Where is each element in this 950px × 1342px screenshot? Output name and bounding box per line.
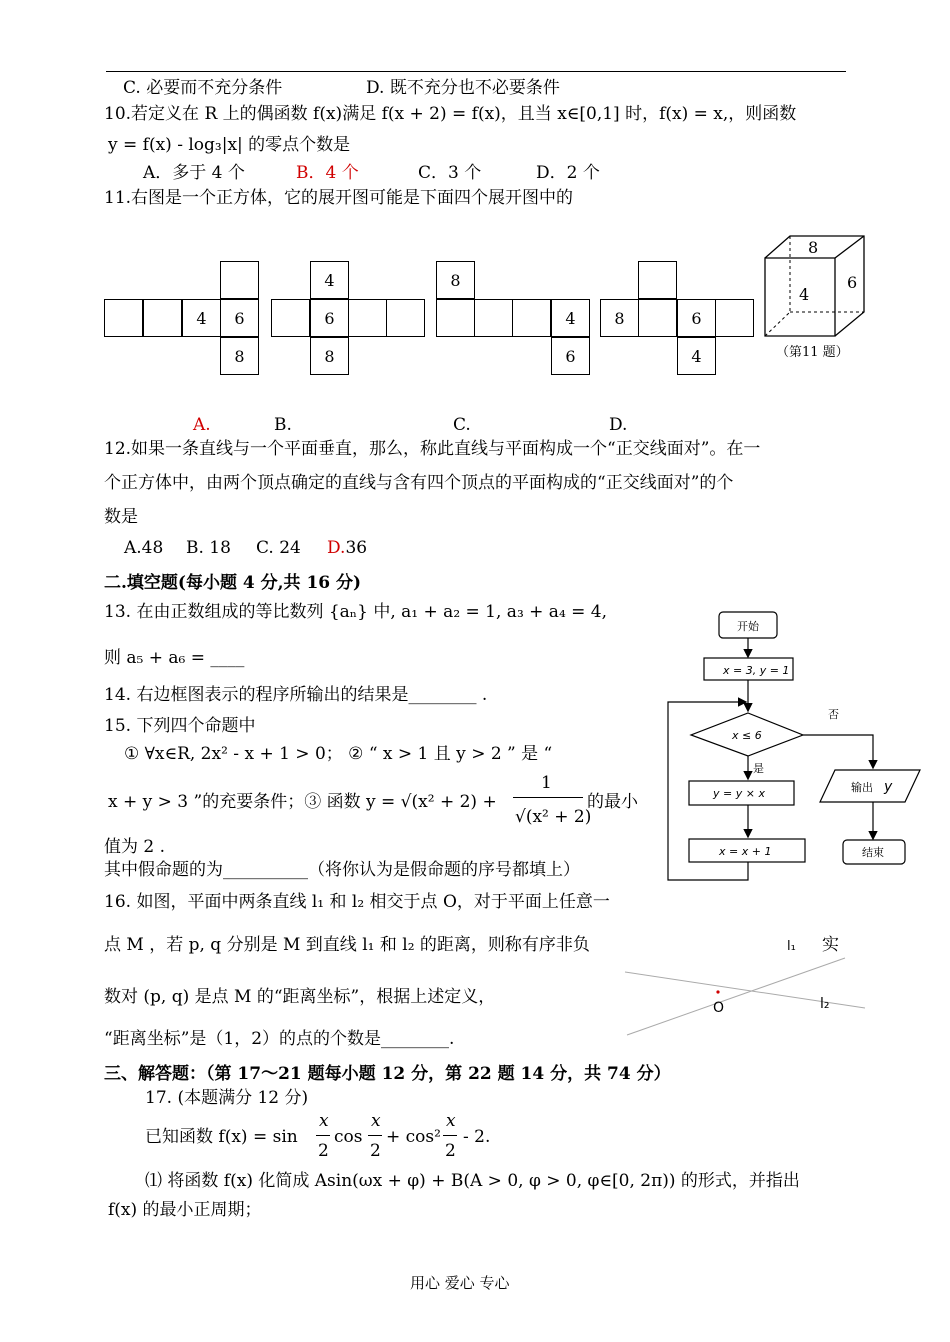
net-cell — [436, 299, 475, 337]
q10-option-b: B．4 个 — [296, 163, 359, 183]
net-cell: 4 — [182, 299, 221, 337]
net-cell — [638, 261, 677, 299]
q16-line1: 16. 如图，平面中两条直线 l₁ 和 l₂ 相交于点 O，对于平面上任意一 — [104, 892, 610, 912]
net-cell: 4 — [677, 337, 716, 375]
net-cell — [104, 299, 143, 337]
net-label-d: D. — [609, 415, 628, 435]
q15-line1: 15. 下列四个命题中 — [104, 716, 256, 736]
flowchart — [655, 600, 930, 885]
q17-frac1-bar — [316, 1135, 330, 1136]
flow-init-label: x = 3, y = 1 — [723, 664, 790, 677]
net-cell — [143, 299, 182, 337]
page-footer: 用心 爱心 专心 — [410, 1274, 510, 1292]
q16-line4: “距离坐标”是（1，2）的点的个数是________. — [104, 1029, 455, 1049]
q16-line2-tail: 实 — [822, 935, 839, 955]
q13-line2: 则 a₅ + a₆ = ____ — [104, 648, 245, 668]
q16-line3: 数对 (p, q) 是点 M 的“距离坐标”，根据上述定义， — [104, 987, 496, 1007]
flow-output-label: 输出 — [851, 781, 873, 794]
net-cell: 8 — [436, 261, 475, 299]
q11-stem: 11.右图是一个正方体，它的展开图可能是下面四个展开图中的 — [104, 188, 574, 208]
net-cell — [638, 299, 677, 337]
q17-frac1-den: 2 — [318, 1141, 329, 1161]
q17-given-c: + cos² — [386, 1127, 441, 1147]
q12-line3: 数是 — [104, 507, 138, 527]
q15-line3a: x + y > 3 ”的充要条件；③ 函数 y = √(x² + 2) + — [108, 792, 497, 812]
q9-option-d: D. 既不充分也不必要条件 — [366, 78, 560, 98]
flow-step2-label: x = x + 1 — [719, 845, 772, 858]
net-cell — [474, 299, 513, 337]
flow-step1-label: y = y × x — [713, 787, 765, 800]
q12-option-c: C. 24 — [256, 538, 301, 558]
q12-option-d — [327, 537, 367, 559]
q16-line2: 点 M ，若 p, q 分别是 M 到直线 l₁ 和 l₂ 的距离，则称有序非负 — [104, 935, 590, 955]
q17-frac3-bar — [443, 1135, 457, 1136]
q17-part1-line2: f(x) 的最小正周期； — [108, 1200, 262, 1220]
cube-caption: （第11 题） — [776, 345, 849, 360]
net-cell: 4 — [310, 261, 349, 299]
fig-o-label: O — [713, 1000, 725, 1016]
q13-line1: 13. 在由正数组成的等比数列 {aₙ} 中, a₁ + a₂ = 1, a₃ + a₄ = 4, — [104, 602, 608, 622]
net-cell: 6 — [551, 337, 590, 375]
flow-no-label: 否 — [828, 708, 839, 721]
net-cell — [220, 261, 259, 299]
net-cell: 4 — [551, 299, 590, 337]
q17-given-b: cos — [334, 1127, 363, 1147]
q12-option-a: A.48 — [124, 538, 164, 558]
q17-part1-line1: ⑴ 将函数 f(x) 化简成 Asin(ωx + φ) + B(A > 0, φ > 0, φ∈[0, 2π)) 的形式，并指出 — [145, 1171, 800, 1191]
q10-option-a: A．多于 4 个 — [143, 163, 245, 183]
net-cell: 6 — [310, 299, 349, 337]
flow-cond-label: x ≤ 6 — [732, 729, 762, 742]
net-label-b: B. — [274, 415, 292, 435]
fig-l1-label: l₁ — [787, 939, 796, 954]
q17-frac3-num: x — [446, 1111, 456, 1131]
q17-title: 17. (本题满分 12 分) — [145, 1088, 309, 1108]
section3-heading: 三、解答题：（第 17～21 题每小题 12 分，第 22 题 14 分，共 74 分） — [104, 1064, 671, 1084]
q15-frac-bar — [513, 797, 583, 798]
net-cell: 6 — [220, 299, 259, 337]
q17-frac2-den: 2 — [370, 1141, 381, 1161]
q10-option-c: C．3 个 — [418, 163, 482, 183]
cube-front-label: 4 — [799, 285, 810, 304]
q17-frac2-num: x — [371, 1111, 381, 1131]
q16-figure — [615, 930, 875, 1040]
net-cell: 6 — [677, 299, 716, 337]
q15-line5: 其中假命题的为__________（将你认为是假命题的序号都填上） — [104, 860, 580, 880]
net-cell: 8 — [600, 299, 639, 337]
q15-frac-num: 1 — [541, 773, 552, 793]
line-l1 — [627, 958, 845, 1035]
q15-line4: 值为 2 . — [104, 837, 166, 857]
flow-end-label: 结束 — [862, 846, 884, 859]
fig-l2-label: l₂ — [820, 996, 830, 1012]
q17-frac1-num: x — [319, 1111, 329, 1131]
q12-option-d-letter: D. — [327, 538, 346, 558]
q17-frac2-bar — [368, 1135, 382, 1136]
net-cell — [386, 299, 425, 337]
q10-option-d: D．2 个 — [536, 163, 600, 183]
q12-line2: 个正方体中，由两个顶点确定的直线与含有四个顶点的平面构成的“正交线面对”的个 — [104, 473, 734, 493]
net-cell — [512, 299, 551, 337]
q17-frac3-den: 2 — [445, 1141, 456, 1161]
flow-start-label: 开始 — [737, 620, 759, 633]
section2-heading: 二.填空题(每小题 4 分,共 16 分) — [104, 573, 362, 593]
net-cell: 8 — [220, 337, 259, 375]
header-rule — [106, 71, 846, 72]
net-cell — [271, 299, 310, 337]
net-cell: 8 — [310, 337, 349, 375]
net-label-a: A. — [193, 415, 211, 435]
cube-side-label: 6 — [847, 273, 858, 292]
q15-frac-den: √(x² + 2) — [515, 807, 592, 827]
q17-given-d: - 2. — [463, 1127, 491, 1147]
q12-option-b: B. 18 — [186, 538, 231, 558]
flow-yes-label: 是 — [753, 762, 764, 775]
net-cell — [348, 299, 387, 337]
q12-option-d-value: 36 — [345, 538, 368, 558]
q12-line1: 12.如果一条直线与一个平面垂直，那么，称此直线与平面构成一个“正交线面对”。在一 — [104, 439, 761, 459]
q14-text: 14. 右边框图表示的程序所输出的结果是________ . — [104, 685, 488, 705]
point-o — [716, 990, 719, 993]
cube-top-label: 8 — [808, 238, 819, 257]
q10-stem: 10.若定义在 R 上的偶函数 f(x)满足 f(x + 2) = f(x)，且当 x∈[0,1] 时，f(x) = x,，则函数 — [104, 104, 797, 124]
net-cell — [715, 299, 754, 337]
q15-line2: ① ∀x∈R, 2x² - x + 1 > 0； ② “ x > 1 且 y > 2 ” 是 “ — [124, 744, 553, 764]
flow-output-var: y — [884, 779, 893, 795]
q9-option-c: C. 必要而不充分条件 — [123, 78, 283, 98]
q10-function: y = f(x) - log₃|x| 的零点个数是 — [108, 135, 351, 155]
q15-line3b: 的最小 — [587, 792, 638, 812]
q17-given-a: 已知函数 f(x) = sin — [145, 1127, 298, 1147]
net-label-c: C. — [453, 415, 471, 435]
